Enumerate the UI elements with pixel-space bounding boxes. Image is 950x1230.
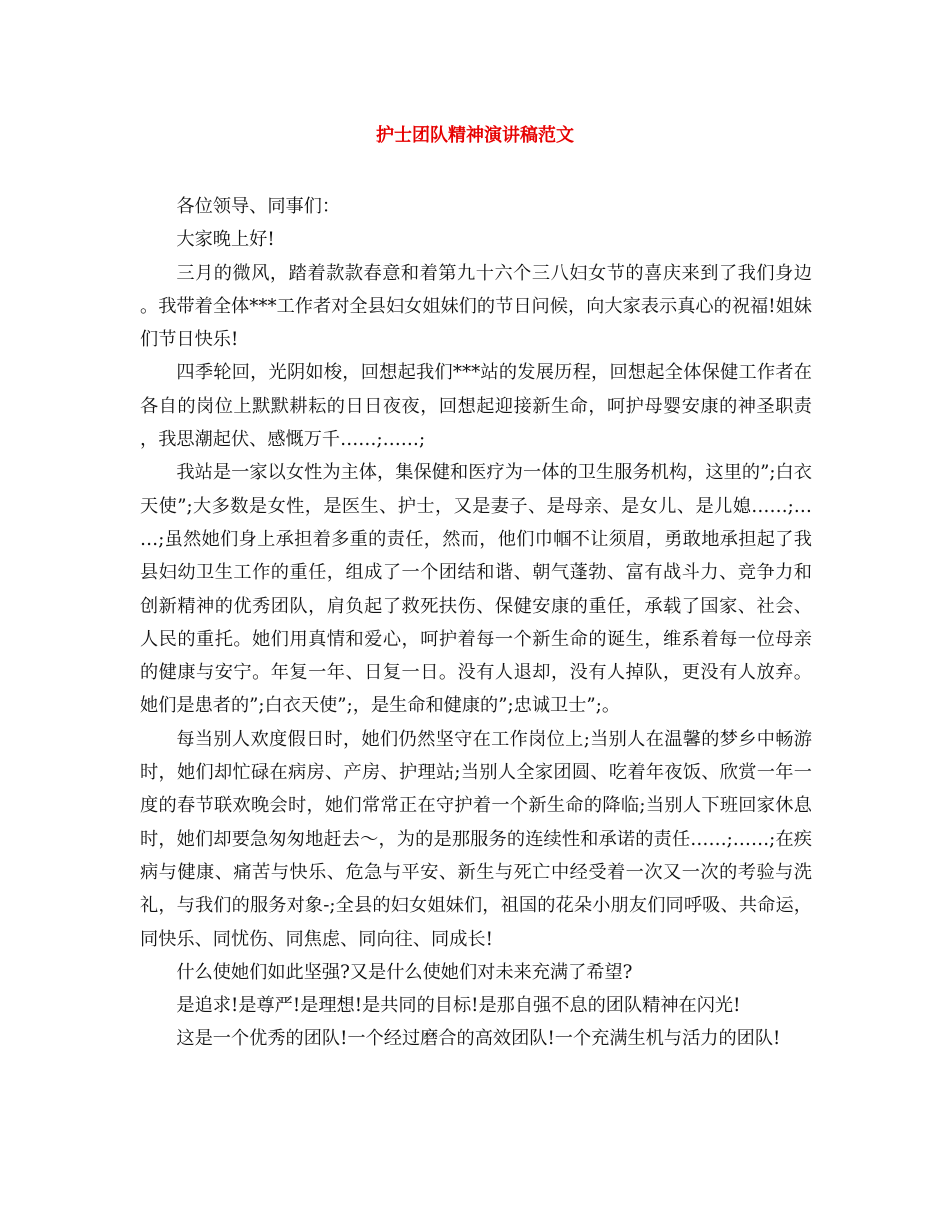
paragraph-holidays: 每当别人欢度假日时，她们仍然坚守在工作岗位上;当别人在温馨的梦乡中畅游时，她们却忙碌在病房、产房、护理站;当别人全家团圆、吃着年夜饭、欣赏一年一度的春节联欢晚会时，她们常常正在守护着一个新生命的降临;当别人下班回家休息时，她们却要急匆匆地赶去～，为的是那服务的连续性和承诺的责任……;……;在疾病与健康、痛苦与快乐、危急与平安、新生与死亡中经受着一次又一次的考验与洗礼，与我们的服务对象-;全县的妇女姐妹们，祖国的花朵小朋友们同呼吸、共命运，同快乐、同忧伤、同焦虑、同向往、同成长! <box>140 728 812 950</box>
paragraph-our-station: 我站是一家以女性为主体，集保健和医疗为一体的卫生服务机构，这里的”;白衣天使”;大多数是女性，是医生、护士，又是妻子、是母亲、是女儿、是儿媳……;……;虽然她们身上承担着多重的责任，然而，他们巾帼不让须眉，勇敢地承担起了我县妇幼卫生工作的重任，组成了一个团结和谐、朝气蓬勃、富有战斗力、竞争力和创新精神的优秀团队，肩负起了救死扶伤、保健安康的重任，承载了国家、社会、人民的重托。她们用真情和爱心，呵护着每一个新生命的诞生，维系着每一位母亲的健康与安宁。年复一年、日复一日。没有人退却，没有人掉队，更没有人放弃。她们是患者的”;白衣天使”;，是生命和健康的”;忠诚卫士”;。 <box>140 462 812 717</box>
paragraph-salutation: 大家晚上好! <box>176 229 275 251</box>
document-body <box>140 190 812 1056</box>
page-title: 护士团队精神演讲稿范文 <box>376 125 574 146</box>
paragraph-question: 什么使她们如此坚强?又是什么使她们对未来充满了希望? <box>176 961 633 983</box>
paragraph-answer: 是追求!是尊严!是理想!是共同的目标!是那自强不息的团队精神在闪光! <box>176 995 741 1017</box>
paragraph-greeting: 各位领导、同事们： <box>176 196 341 217</box>
paragraph-seasons: 四季轮回，光阴如梭，回想起我们***站的发展历程，回想起全体保健工作者在各自的岗位上默默耕耘的日日夜夜，回想起迎接新生命，呵护母婴安康的神圣职责，我思潮起伏、感慨万千……;……; <box>140 362 812 451</box>
paragraph-team: 这是一个优秀的团队!一个经过磨合的高效团队!一个充满生机与活力的团队! <box>176 1028 781 1050</box>
paragraph-march-breeze: 三月的微风，踏着款款春意和着第九十六个三八妇女节的喜庆来到了我们身边。我带着全体***工作者对全县妇女姐妹们的节日问候，向大家表示真心的祝福!姐妹们节日快乐! <box>140 262 812 351</box>
